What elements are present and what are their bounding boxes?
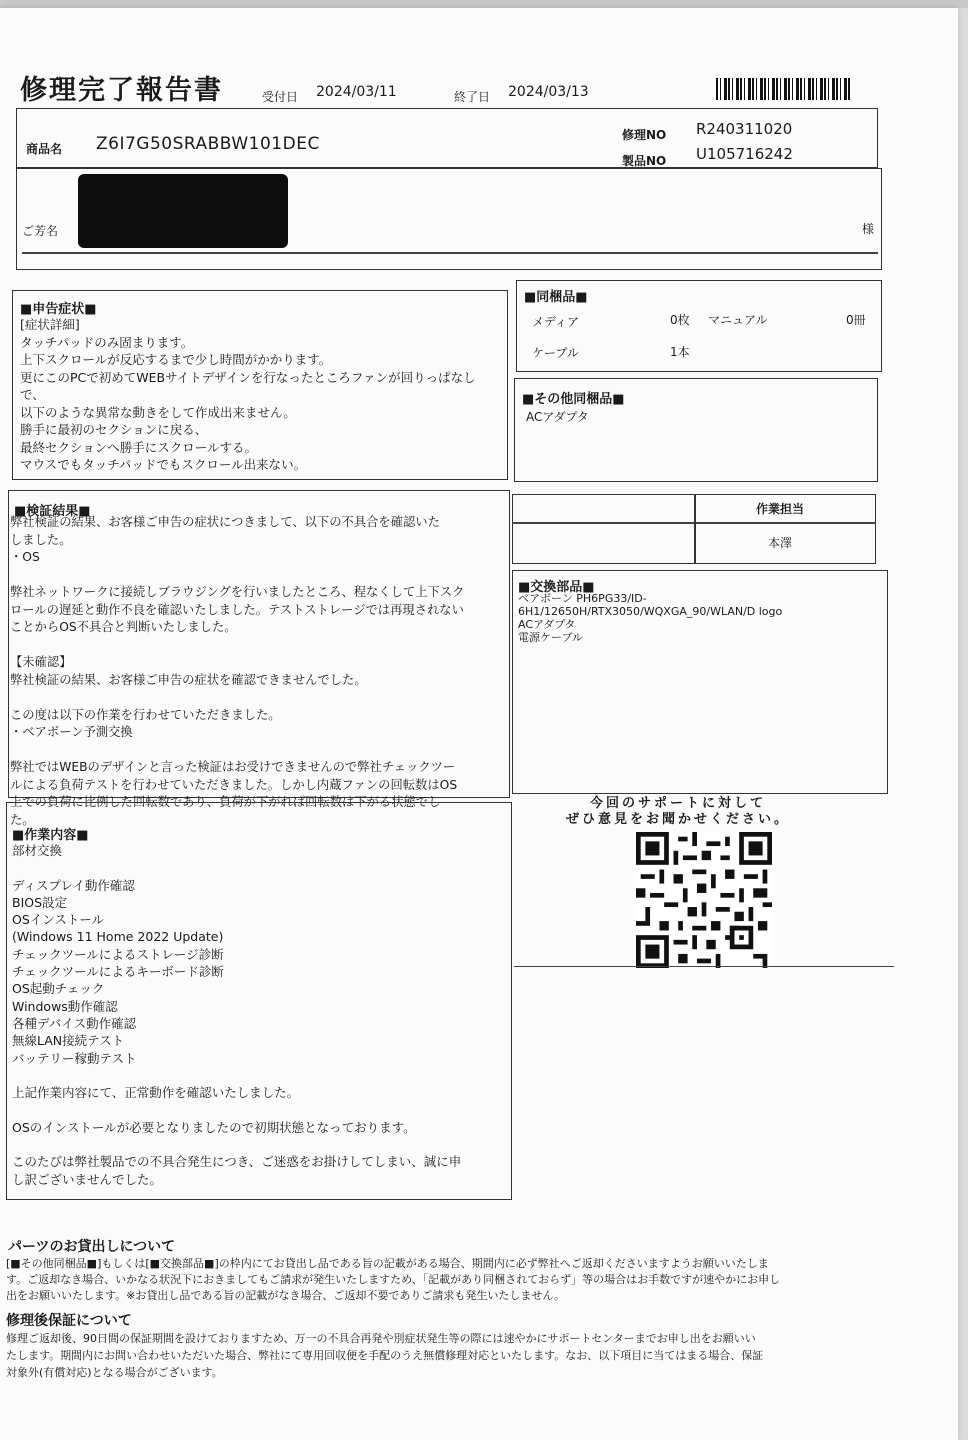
cable-label: ケーブル bbox=[532, 346, 579, 360]
work-heading: ■作業内容■ bbox=[12, 828, 89, 843]
symptom-heading: ■申告症状■ bbox=[20, 302, 97, 317]
redacted-name bbox=[78, 174, 288, 248]
work-text: 部材交換 ディスプレイ動作確認 BIOS設定 OSインストール (Windows 11 Home 2022 Update) チェックツールによるストレージ診断 チェックツールによるキーボード診断 OS起動チェック Windows動作確認 各種デバイス動作確認 無線LAN接続テスト バッテリー稼動テスト 上記作業内容にて、正常動作を確認いたしました。 OSのインストールが必要となりましたので初期状態となっております。 このたびは弊社製品での不具合発生につき、ご迷惑をお掛けしてしまい、誠に申 し訳ございませんでした。 bbox=[12, 843, 462, 1187]
media-label: メディア bbox=[532, 315, 580, 329]
survey-line-2: ぜひ意見をお聞かせください。 bbox=[566, 812, 791, 827]
document-title: 修理完了報告書 bbox=[20, 75, 223, 106]
manual-label: マニュアル bbox=[708, 313, 768, 327]
other-bundled-item: ACアダプタ bbox=[526, 410, 589, 424]
serial-no: U105716242 bbox=[696, 145, 793, 163]
survey-line-1: 今回のサポートに対して bbox=[590, 796, 767, 811]
lending-text: [■その他同梱品■]もしくは[■交換部品■]の枠内にてお貸出し品である旨の記載がある場合、期間内に必ず弊社へご返却くださいますようお願いいたしま す。ご返却なき場合、いかなる状況下におきましてもご請求が発生いたしますため、「記載があり同梱されておらず」等の場合はお手数ですが速やかにお申し 出をお願いいたします。※お貸出し品である旨の記載がなき場合、ご返却不要でありご請求も発生いたしません。 bbox=[6, 1257, 781, 1302]
top-edge bbox=[0, 0, 968, 8]
customer-suffix: 様 bbox=[862, 222, 875, 236]
cable-count: 1本 bbox=[670, 345, 690, 359]
lending-heading: パーツのお貸出しについて bbox=[8, 1239, 176, 1255]
product-name: Z6I7G50SRABBW101DEC bbox=[96, 134, 320, 154]
completed-date: 2024/03/13 bbox=[508, 84, 589, 100]
verification-text: 弊社検証の結果、お客様ご申告の症状につきまして、以下の不具合を確認いた しました。 ・OS 弊社ネットワークに接続しブラウジングを行いましたところ、程なくして上下スク ロールの遅延と動作不良を確認いたしました。テストストレージでは再現されない ことからOS不具合と判断いたしました。 【未確認】 弊社検証の結果、お客様ご申告の症状を確認できませんでした。 この度は以下の作業を行わせていただきました。 ・ベアボーン予測交換 弊社ではWEBのデザインと言った検証はお受けできませんので弊社チェックツー ルによる負荷テストを行わせていただきました。しかし内蔵ファンの回転数はOS 上での負荷に比例した回転数であり、負荷が下がれば回転数は下がる状態でし た。 bbox=[10, 515, 465, 827]
other-bundled-heading: ■その他同梱品■ bbox=[522, 392, 625, 407]
customer-label: ご芳名 bbox=[22, 224, 59, 238]
serial-label: 製品NO bbox=[622, 154, 667, 168]
parts-text: ベアボーン PH6PG33/ID- 6H1/12650H/RTX3050/WQXGA_90/WLAN/D logo ACアダプタ 電源ケーブル bbox=[518, 592, 783, 644]
media-count: 0枚 bbox=[670, 313, 690, 327]
symptom-text: [症状詳細] タッチパッドのみ固まります。 上下スクロールが反応するまで少し時間がかかります。 更にこのPCで初めてWEBサイトデザインを行なったところファンが回りっぱなし で、 以下のような異常な動きをして作成出来ません。 勝手に最初のセクションに戻る、 最終セクションへ勝手にスクロールする。 マウスでもタッチパッドでもスクロール出来ない。 bbox=[20, 317, 476, 472]
bundled-heading: ■同梱品■ bbox=[524, 290, 588, 305]
received-label: 受付日 bbox=[262, 90, 299, 104]
completed-label: 終了日 bbox=[454, 90, 491, 104]
staff-heading: 作業担当 bbox=[756, 502, 805, 516]
repair-no: R240311020 bbox=[696, 120, 793, 138]
barcode bbox=[716, 78, 850, 100]
customer-underline bbox=[22, 252, 878, 254]
warranty-text: 修理ご返却後、90日間の保証期間を設けておりますため、万一の不具合再発や別症状発生等の際には速やかにサポートセンターまでお申し出をお願いい たします。期間内にお問い合わせいただいた場合、弊社にて専用回収便を手配のうえ無償修理対応といたします。なお、以下項目に当てはまる場合、保証 対象外(有償対応)となる場合がございます。 bbox=[6, 1332, 764, 1379]
qr-code[interactable] bbox=[636, 832, 772, 968]
repair-no-label: 修理NO bbox=[622, 128, 667, 142]
staff-vertical-divider bbox=[694, 494, 696, 564]
product-label: 商品名 bbox=[26, 142, 63, 156]
staff-name: 本澤 bbox=[768, 536, 793, 550]
parts-heading: ■交換部品■ bbox=[518, 580, 595, 595]
received-date: 2024/03/11 bbox=[316, 84, 397, 100]
warranty-heading: 修理後保証について bbox=[6, 1313, 132, 1329]
survey-underline bbox=[514, 966, 894, 967]
verification-heading: ■検証結果■ bbox=[14, 504, 91, 519]
manual-count: 0冊 bbox=[846, 313, 866, 327]
